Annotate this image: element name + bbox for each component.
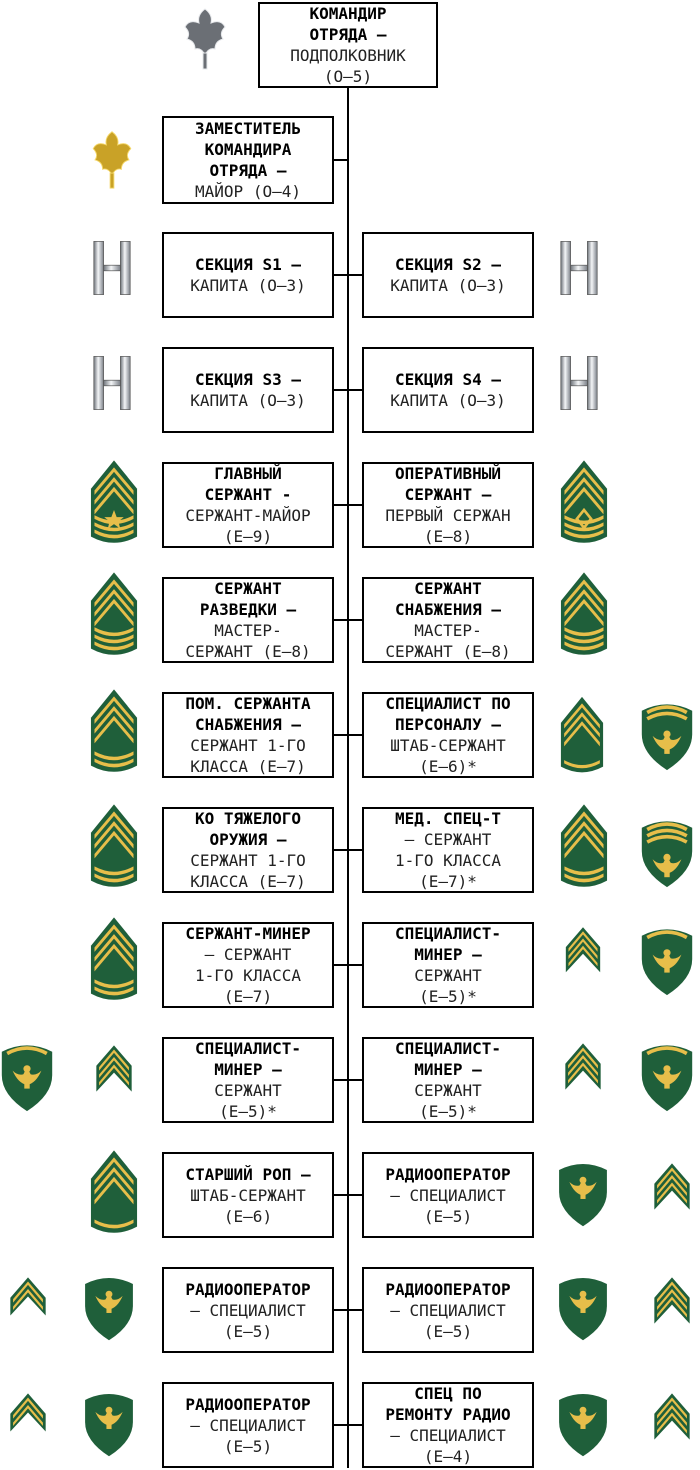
specialist-5-eagle-icon-2 bbox=[0, 1038, 54, 1114]
s3-box bbox=[162, 347, 334, 433]
chief-sergeant-title: ГЛАВНЫЙ СЕРЖАНТ - bbox=[204, 464, 292, 504]
sergeant-chevron-icon-6 bbox=[645, 1388, 699, 1460]
s1-box bbox=[162, 232, 334, 318]
chief-sergeant-rank: СЕРЖАНТ-МАЙОР (Е—9) bbox=[185, 506, 311, 546]
rto-r2-title: РАДИООПЕРАТОР bbox=[385, 1279, 511, 1299]
rto-l2-box bbox=[162, 1382, 334, 1468]
specialist-eagle-icon-5 bbox=[556, 1388, 610, 1458]
intel-sergeant-box bbox=[162, 577, 334, 663]
engineer-spec-l-title: СПЕЦИАЛИСТ- МИНЕР — bbox=[195, 1039, 301, 1079]
sergeant-major-chevron-icon bbox=[86, 455, 142, 549]
staff-sergeant-chevron-icon-1 bbox=[556, 692, 608, 778]
medic-title: МЕД. СПЕЦ-Т bbox=[395, 809, 501, 828]
engineer-sergeant-title: СЕРЖАНТ-МИНЕР bbox=[185, 924, 311, 943]
silver-oak-leaf-icon bbox=[175, 2, 235, 74]
s2-rank: КАПИТА (О—3) bbox=[390, 276, 506, 295]
specialist-7-eagle-icon bbox=[640, 808, 694, 896]
sfc-chevron-icon-1 bbox=[86, 684, 142, 778]
specialist-eagle-icon-3 bbox=[556, 1272, 610, 1342]
rto-l2-rank: — СПЕЦИАЛИСТ (Е—5) bbox=[190, 1415, 306, 1456]
medic-box bbox=[362, 807, 534, 893]
asst-supply-rank: СЕРЖАНТ 1-ГО КЛАССА (Е—7) bbox=[190, 736, 306, 776]
sergeant-chevron-icon-4 bbox=[645, 1158, 699, 1230]
specialist-eagle-icon-4 bbox=[82, 1388, 136, 1458]
commander-title: КОМАНДИР ОТРЯДА — bbox=[309, 4, 387, 44]
deputy-box bbox=[162, 116, 334, 204]
sergeant-chevron-icon-3 bbox=[556, 1038, 610, 1110]
rto-l1-rank: — СПЕЦИАЛИСТ (Е—5) bbox=[190, 1300, 306, 1341]
sergeant-chevron-icon-1 bbox=[556, 922, 610, 992]
s4-rank: КАПИТА (О—3) bbox=[390, 391, 506, 410]
corporal-chevron-icon-2 bbox=[0, 1388, 56, 1460]
engineer-spec-r1-box bbox=[362, 922, 534, 1008]
s3-title: СЕКЦИЯ S3 — bbox=[195, 370, 301, 389]
senior-rto-box bbox=[162, 1152, 334, 1238]
engineer-spec-l-box bbox=[162, 1037, 334, 1123]
personnel-spec-rank: ШТАБ-СЕРЖАНТ (Е—6)* bbox=[390, 736, 506, 776]
radio-repair-box bbox=[362, 1382, 534, 1468]
engineer-sergeant-box bbox=[162, 922, 334, 1008]
radio-repair-title: СПЕЦ ПО РЕМОНТУ РАДИО bbox=[385, 1384, 511, 1424]
rto-l1-title: РАДИООПЕРАТОР bbox=[185, 1279, 311, 1299]
supply-sergeant-title: СЕРЖАНТ СНАБЖЕНИЯ — bbox=[395, 579, 501, 619]
s2-title: СЕКЦИЯ S2 — bbox=[395, 255, 501, 274]
heavy-weapons-box bbox=[162, 807, 334, 893]
captain-bars-icon-4 bbox=[555, 355, 603, 411]
personnel-spec-title: СПЕЦИАЛИСТ ПО ПЕРСОНАЛУ — bbox=[385, 694, 511, 734]
commander-box bbox=[258, 2, 438, 88]
rto-l2-title: РАДИООПЕРАТОР bbox=[185, 1394, 311, 1414]
sfc-chevron-icon-4 bbox=[86, 912, 142, 1006]
medic-rank: — СЕРЖАНТ 1-ГО КЛАССА (Е—7)* bbox=[395, 830, 501, 891]
ops-sergeant-box bbox=[362, 462, 534, 548]
radio-repair-rank: — СПЕЦИАЛИСТ (Е—4) bbox=[390, 1426, 506, 1466]
engineer-spec-r1-rank: СЕРЖАНТ (Е—5)* bbox=[414, 966, 482, 1006]
deputy-rank: МАЙОР (О—4) bbox=[195, 182, 301, 201]
master-sergeant-chevron-icon-1 bbox=[86, 567, 142, 661]
intel-sergeant-title: СЕРЖАНТ РАЗВЕДКИ — bbox=[199, 579, 297, 619]
rto-r2-rank: — СПЕЦИАЛИСТ (Е—5) bbox=[390, 1300, 506, 1341]
engineer-spec-r1-title: СПЕЦИАЛИСТ- МИНЕР — bbox=[395, 924, 501, 964]
commander-rank: ПОДПОЛКОВНИК (О—5) bbox=[290, 46, 406, 86]
ops-sergeant-title: ОПЕРАТИВНЫЙ СЕРЖАНТ — bbox=[395, 464, 501, 504]
rto-r1-rank: — СПЕЦИАЛИСТ (Е—5) bbox=[390, 1185, 506, 1226]
s2-box bbox=[362, 232, 534, 318]
s1-rank: КАПИТА (О—3) bbox=[190, 276, 306, 295]
asst-supply-box bbox=[162, 692, 334, 778]
s4-title: СЕКЦИЯ S4 — bbox=[395, 370, 501, 389]
specialist-eagle-icon-2 bbox=[82, 1272, 136, 1342]
specialist-eagle-icon-1 bbox=[556, 1158, 610, 1228]
sergeant-chevron-icon-5 bbox=[645, 1272, 699, 1344]
rto-r2-box bbox=[362, 1267, 534, 1353]
heavy-weapons-rank: СЕРЖАНТ 1-ГО КЛАССА (Е—7) bbox=[190, 851, 306, 891]
specialist-6-eagle-icon bbox=[640, 697, 694, 773]
heavy-weapons-title: КО ТЯЖЕЛОГО ОРУЖИЯ — bbox=[195, 809, 301, 849]
sergeant-chevron-icon-2 bbox=[86, 1040, 142, 1112]
supply-sergeant-rank: МАСТЕР- СЕРЖАНТ (Е—8) bbox=[385, 621, 511, 661]
staff-sergeant-chevron-icon-2 bbox=[86, 1145, 142, 1239]
rto-r1-title: РАДИООПЕРАТОР bbox=[385, 1164, 511, 1184]
senior-rto-title: СТАРШИЙ РОП — bbox=[185, 1164, 311, 1184]
specialist-5-eagle-icon-1 bbox=[640, 922, 694, 998]
ops-sergeant-rank: ПЕРВЫЙ СЕРЖАН (Е—8) bbox=[385, 506, 511, 546]
asst-supply-title: ПОМ. СЕРЖАНТА СНАБЖЕНИЯ — bbox=[185, 694, 311, 734]
captain-bars-icon-3 bbox=[88, 355, 136, 411]
specialist-5-eagle-icon-3 bbox=[640, 1038, 694, 1114]
captain-bars-icon-2 bbox=[555, 240, 603, 296]
s4-box bbox=[362, 347, 534, 433]
intel-sergeant-rank: МАСТЕР- СЕРЖАНТ (Е—8) bbox=[185, 621, 311, 661]
engineer-sergeant-rank: — СЕРЖАНТ 1-ГО КЛАССА (Е—7) bbox=[195, 945, 301, 1006]
deputy-title: ЗАМЕСТИТЕЛЬ КОМАНДИРА ОТРЯДА — bbox=[195, 119, 301, 180]
engineer-spec-l-rank: СЕРЖАНТ (Е—5)* bbox=[214, 1081, 282, 1121]
sfc-chevron-icon-3 bbox=[556, 799, 612, 893]
rto-l1-box bbox=[162, 1267, 334, 1353]
first-sergeant-chevron-icon bbox=[556, 455, 612, 549]
gold-oak-leaf-icon bbox=[82, 128, 142, 190]
s3-rank: КАПИТА (О—3) bbox=[190, 391, 306, 410]
senior-rto-rank: ШТАБ-СЕРЖАНТ (Е—6) bbox=[190, 1185, 306, 1226]
s1-title: СЕКЦИЯ S1 — bbox=[195, 255, 301, 274]
captain-bars-icon-1 bbox=[88, 240, 136, 296]
sfc-chevron-icon-2 bbox=[86, 799, 142, 893]
engineer-spec-r2-title: СПЕЦИАЛИСТ- МИНЕР — bbox=[395, 1039, 501, 1079]
corporal-chevron-icon-1 bbox=[0, 1272, 56, 1344]
rto-r1-box bbox=[362, 1152, 534, 1238]
engineer-spec-r2-rank: СЕРЖАНТ (Е—5)* bbox=[414, 1081, 482, 1121]
supply-sergeant-box bbox=[362, 577, 534, 663]
personnel-spec-box bbox=[362, 692, 534, 778]
master-sergeant-chevron-icon-2 bbox=[556, 567, 612, 661]
chief-sergeant-box bbox=[162, 462, 334, 548]
engineer-spec-r2-box bbox=[362, 1037, 534, 1123]
